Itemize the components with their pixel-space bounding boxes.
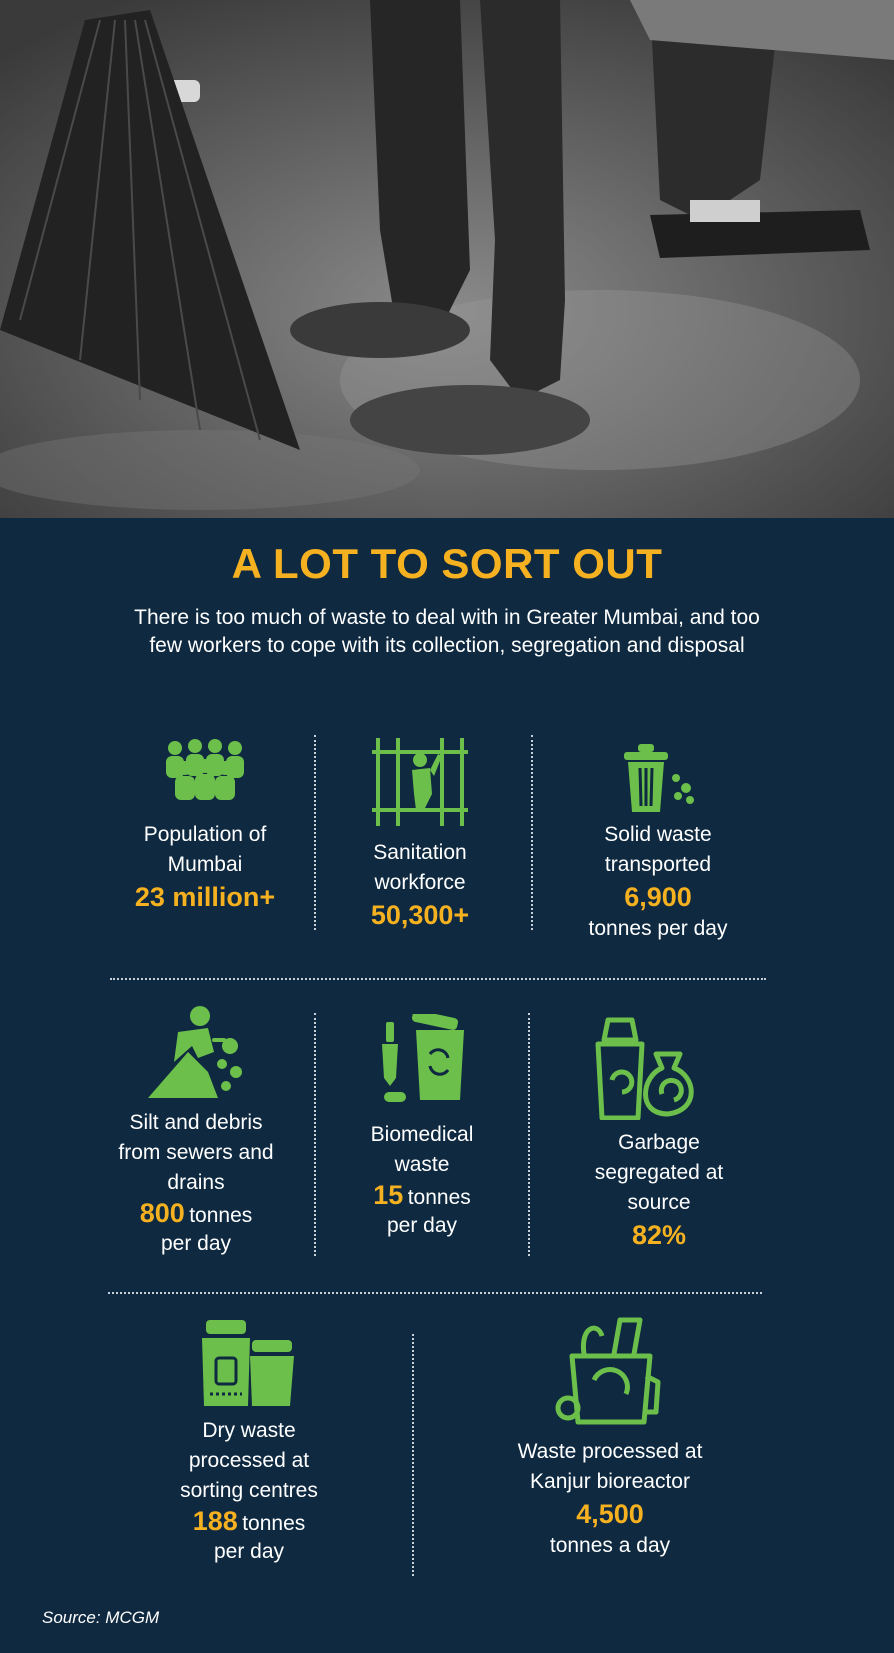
divider bbox=[108, 1292, 762, 1294]
stat-value: 6,900 bbox=[624, 882, 692, 912]
divider bbox=[314, 1013, 316, 1256]
stat-solid-waste bbox=[548, 820, 768, 944]
stat-value: 23 million+ bbox=[134, 882, 276, 912]
stat-silt bbox=[96, 1108, 296, 1259]
page-subtitle: There is too much of waste to deal with in Greater Mumbai, and too few workers to cope with its collection, segregation and disposal bbox=[134, 606, 760, 657]
stat-label: Silt and debris from sewers and drains bbox=[118, 1111, 274, 1194]
stat-biomedical bbox=[330, 1120, 514, 1241]
recycle-bags-icon bbox=[592, 1014, 702, 1125]
header-photo bbox=[0, 0, 894, 518]
divider bbox=[110, 978, 766, 980]
stat-label: Biomedical waste bbox=[370, 1123, 474, 1176]
stat-segregated bbox=[552, 1128, 766, 1252]
syringe-bin-icon bbox=[376, 1014, 468, 1109]
stat-unit: tonnes bbox=[189, 1204, 253, 1227]
divider bbox=[528, 1013, 530, 1256]
stat-label: Garbage segregated at source bbox=[594, 1131, 724, 1214]
page-title: A LOT TO SORT OUT bbox=[231, 540, 663, 587]
stat-unit: tonnes bbox=[242, 1512, 306, 1535]
stat-unit-2: per day bbox=[213, 1540, 285, 1563]
divider bbox=[412, 1334, 414, 1576]
dry-waste-bins-icon bbox=[200, 1320, 296, 1413]
stat-kanjur bbox=[490, 1437, 730, 1561]
compost-bin-icon bbox=[554, 1316, 666, 1431]
stat-unit: tonnes bbox=[407, 1186, 471, 1209]
stat-value: 800 bbox=[139, 1198, 185, 1228]
source-note: Source: MCGM bbox=[42, 1608, 160, 1627]
stat-unit-2: per day bbox=[160, 1232, 232, 1255]
stat-unit: tonnes per day bbox=[588, 917, 728, 940]
stat-population bbox=[100, 820, 310, 914]
stat-value: 188 bbox=[192, 1506, 238, 1536]
divider bbox=[531, 735, 533, 930]
stat-unit: tonnes a day bbox=[549, 1534, 671, 1557]
stat-dry-waste bbox=[142, 1416, 356, 1567]
stat-value: 82% bbox=[631, 1220, 687, 1250]
stat-value: 15 bbox=[373, 1180, 404, 1210]
sanitation-worker-icon bbox=[372, 738, 468, 831]
stat-label: Solid waste transported bbox=[604, 823, 712, 876]
stat-value: 4,500 bbox=[576, 1499, 644, 1529]
trash-bin-icon bbox=[620, 738, 700, 817]
digging-worker-icon bbox=[148, 1002, 248, 1103]
stat-label: Sanitation workforce bbox=[373, 841, 467, 894]
stat-value: 50,300+ bbox=[370, 900, 470, 930]
stat-unit-2: per day bbox=[386, 1214, 458, 1237]
stat-label: Population of Mumbai bbox=[143, 823, 267, 876]
divider bbox=[314, 735, 316, 930]
crowd-icon bbox=[160, 738, 250, 805]
stat-workforce bbox=[322, 838, 518, 932]
stat-label: Dry waste processed at sorting centres bbox=[180, 1419, 318, 1502]
stat-label: Waste processed at Kanjur bioreactor bbox=[517, 1440, 703, 1493]
